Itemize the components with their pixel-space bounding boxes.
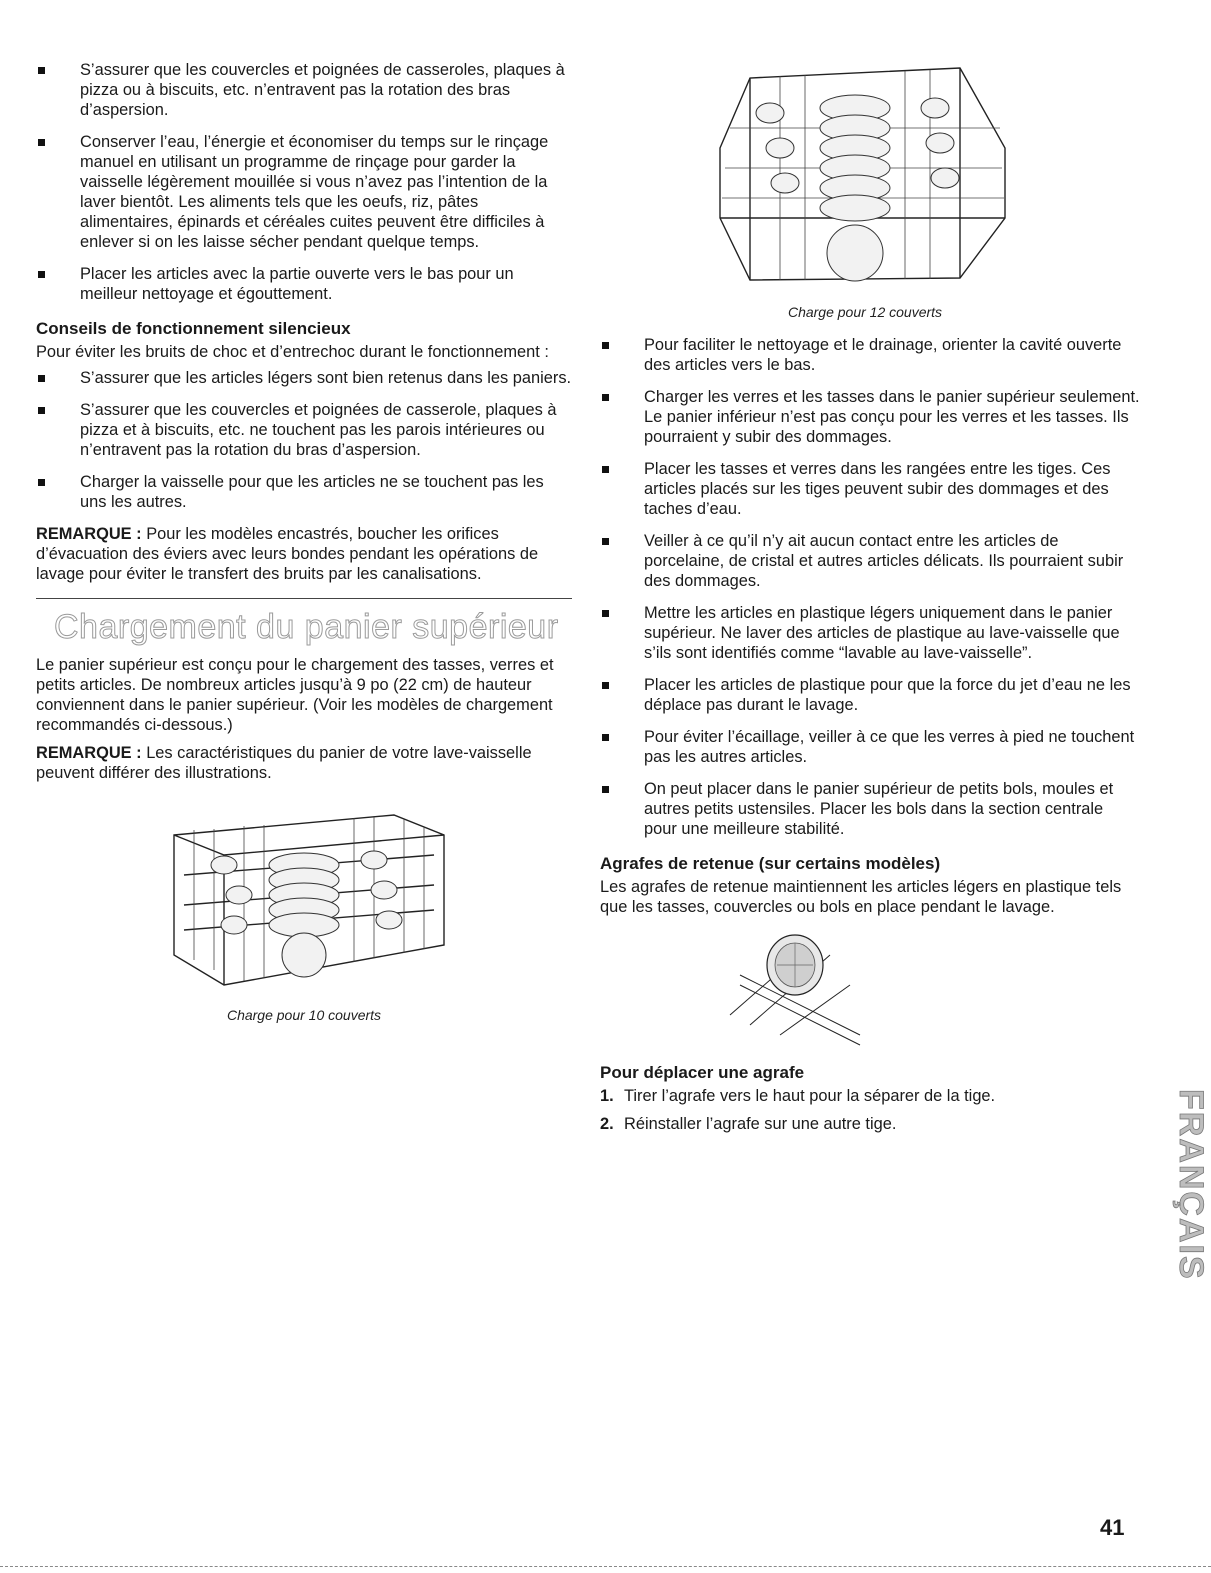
language-side-tab (1150, 1085, 1210, 1345)
bullet-square-icon (38, 479, 45, 486)
list-item (600, 675, 1140, 715)
list-item (36, 60, 572, 120)
bullet-list-top (36, 60, 572, 304)
section-title: Chargement du panier supérieur (54, 608, 559, 646)
quiet-operation-intro: Pour éviter les bruits de choc et d’entrechoc durant le fonctionnement : (36, 343, 549, 361)
list-item-text: Placer les tasses et verres dans les rangées entre les tiges. Ces articles placés sur les tiges peuvent subir des dommages et des taches d’eau. (644, 460, 1111, 518)
list-item (600, 335, 1140, 375)
list-item-text: Placer les articles de plastique pour que la force du jet d’eau ne les déplace pas durant le lavage. (644, 676, 1131, 714)
bullet-square-icon (38, 139, 45, 146)
step-item (600, 1086, 1140, 1106)
upper-rack-12-place-illustration (710, 18, 1020, 296)
bullet-square-icon (38, 375, 45, 382)
francais-tab (1150, 1085, 1210, 1345)
list-item (600, 603, 1140, 663)
upper-rack-10-place-illustration (154, 805, 454, 1001)
step-text: Réinstaller l’agrafe sur une autre tige. (624, 1115, 897, 1133)
bottom-rule (0, 1566, 1211, 1567)
rack-illustration-10-place (36, 805, 572, 1024)
left-column (36, 60, 572, 1024)
bullet-square-icon (602, 786, 609, 793)
move-clip-steps (600, 1086, 1140, 1134)
right-bullet-list (600, 335, 1140, 839)
list-item (36, 368, 572, 388)
list-item (600, 727, 1140, 767)
quiet-operation-heading: Conseils de fonctionnement silencieux (36, 319, 351, 338)
bullet-square-icon (602, 734, 609, 741)
right-column (600, 18, 1140, 1142)
list-item-text: Pour éviter l’écaillage, veiller à ce que les verres à pied ne touchent pas les autres articles. (644, 728, 1135, 766)
list-item-text: S’assurer que les articles légers sont bien retenus dans les paniers. (80, 369, 572, 387)
remark-text: Les caractéristiques du panier de votre lave-vaisselle peuvent différer des illustrations. (36, 744, 532, 782)
page-number: 41 (1100, 1515, 1125, 1540)
figure-caption-12: Charge pour 12 couverts (787, 304, 943, 320)
list-item (600, 531, 1140, 591)
bullet-square-icon (602, 682, 609, 689)
list-item (36, 264, 572, 304)
bullet-square-icon (602, 610, 609, 617)
move-clip-heading: Pour déplacer une agrafe (600, 1063, 805, 1082)
clip-illustration (720, 925, 870, 1058)
list-item (600, 387, 1140, 447)
list-item (36, 400, 572, 460)
side-tab-label: FRANÇAIS (1172, 1089, 1210, 1281)
list-item-text: Mettre les articles en plastique légers uniquement dans le panier supérieur. Ne laver des articles de plastique au lave-vaisselle que s’ils sont identifiés comme “lavable au lave-vaisselle”. (644, 604, 1120, 662)
section-divider (36, 598, 572, 599)
quiet-operation-list (36, 368, 572, 512)
remark-label: REMARQUE : (36, 744, 142, 762)
remark-paragraph-2 (36, 743, 572, 783)
bullet-square-icon (602, 342, 609, 349)
step-item (600, 1114, 1140, 1134)
list-item-text: Pour faciliter le nettoyage et le drainage, orienter la cavité ouverte des articles vers le bas. (644, 336, 1122, 374)
rack-illustration-12-place (710, 18, 1020, 321)
bullet-square-icon (602, 538, 609, 545)
retaining-clip-illustration (720, 925, 870, 1053)
step-number: 1. (600, 1087, 614, 1105)
bullet-square-icon (38, 407, 45, 414)
bullet-square-icon (602, 466, 609, 473)
list-item-text: S’assurer que les couvercles et poignées de casseroles, plaques à pizza ou à biscuits, etc. n’entravent pas la rotation des bras d’aspersion. (80, 61, 565, 119)
bullet-square-icon (38, 67, 45, 74)
section-intro: Le panier supérieur est conçu pour le chargement des tasses, verres et petits articles. De nombreux articles jusqu’à 9 po (22 cm) de hauteur conviennent dans le panier supérieur. (Voir les modèles de chargement recommandés ci-dessous.) (36, 656, 554, 734)
list-item-text: Placer les articles avec la partie ouverte vers le bas pour un meilleur nettoyage et égouttement. (80, 265, 514, 303)
clips-text: Les agrafes de retenue maintiennent les articles légers en plastique tels que les tasses, couvercles ou bols en place pendant le lavage. (600, 878, 1122, 916)
list-item-text: Charger la vaisselle pour que les articles ne se touchent pas les uns les autres. (80, 473, 544, 511)
list-item-text: Conserver l’eau, l’énergie et économiser du temps sur le rinçage manuel en utilisant un programme de rinçage pour garder la vaisselle légèrement mouillée si vous n’avez pas l’intention de la laver bientôt. Les aliments tels que les oeufs, riz, pâtes alimentaires, épinards et céréales cuites peuvent être difficiles à enlever si on les laisse sécher pendant quelque temps. (80, 133, 549, 251)
list-item (600, 459, 1140, 519)
step-number: 2. (600, 1115, 614, 1133)
list-item (36, 132, 572, 252)
list-item-text: On peut placer dans le panier supérieur de petits bols, moules et autres petits ustensiles. Placer les bols dans la section centrale pour une meilleure stabilité. (644, 780, 1114, 838)
figure-caption-10: Charge pour 10 couverts (226, 1007, 382, 1023)
remark-paragraph-1 (36, 524, 572, 584)
bullet-square-icon (38, 271, 45, 278)
list-item (36, 472, 572, 512)
list-item (600, 779, 1140, 839)
step-text: Tirer l’agrafe vers le haut pour la séparer de la tige. (624, 1087, 996, 1105)
list-item-text: S’assurer que les couvercles et poignées de casserole, plaques à pizza et à biscuits, etc. ne touchent pas les parois intérieures ou n’entravent pas la rotation du bras d’aspersion. (80, 401, 557, 459)
clips-heading: Agrafes de retenue (sur certains modèles) (600, 854, 941, 873)
remark-text: Pour les modèles encastrés, boucher les orifices d’évacuation des éviers avec leurs bondes pendant les opérations de lavage pour éviter le transfert des bruits par les canalisations. (36, 525, 539, 583)
remark-label: REMARQUE : (36, 525, 142, 543)
list-item-text: Veiller à ce qu’il n’y ait aucun contact entre les articles de porcelaine, de cristal et autres articles délicats. Ils pourraient subir des dommages. (644, 532, 1124, 590)
bullet-square-icon (602, 394, 609, 401)
list-item-text: Charger les verres et les tasses dans le panier supérieur seulement. Le panier inférieur n’est pas conçu pour les verres et les tasses. Ils pourraient y subir des dommages. (644, 388, 1140, 446)
